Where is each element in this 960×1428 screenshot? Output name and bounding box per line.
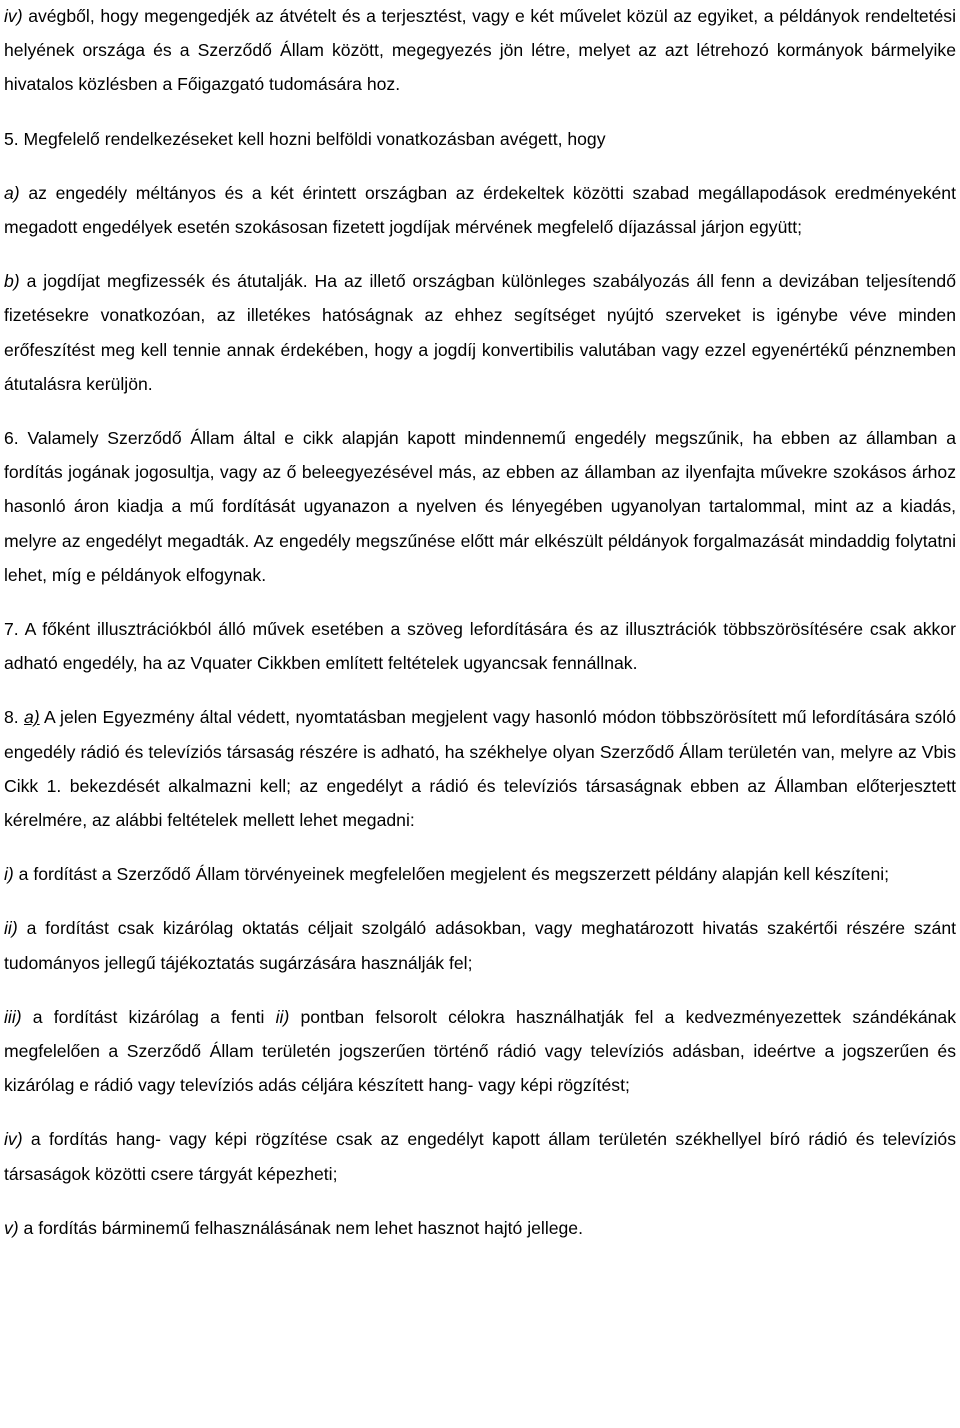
item-label: a) [23,707,40,728]
paragraph-iv-intro [4,0,956,102]
paragraph-text: a fordítást a Szerződő Állam törvényeinek megfelelően megjelent és megszerzett példány alapján kell készíteni; [13,864,890,885]
paragraph-text: az engedély méltányos és a két érintett országban az érdekeltek közötti szabad megállapodások eredményeként megadott engedélyek esetén szokásosan fizetett jogdíjak mérvének megfelelő díjazással járjon együtt; [4,182,956,238]
paragraph-text: 7. A főként illusztrációkból álló művek esetében a szöveg lefordítására és az illusztrációk többszörösítésére csak akkor adható engedély, ha az Vquater Cikkben említett feltételek ugyancsak fennállnak. [4,619,956,674]
item-label: iv) [4,6,23,26]
paragraph-text: avégből, hogy megengedjék az átvételt és a terjesztést, vagy e két művelet közül az egyiket, a példányok rendeltetési helyének országa és a Szerződő Állam között, megegyezés jön létre, melyet az azt létrehozó kormányok bármelyike hivatalos közlésben a Főigazgató tudomására hoz. [4,6,956,95]
paragraph-8iii [4,1000,956,1103]
paragraph-8v [4,1211,956,1245]
paragraph-7 [4,612,956,680]
item-label: a) [4,182,20,203]
paragraph-text: a fordítást csak kizárólag oktatás céljait szolgáló adásokban, vagy meghatározott hivatás szakértői részére szánt tudományos jellegű tájékoztatás sugárzására használják fel; [4,918,956,973]
paragraph-text: A jelen Egyezmény által védett, nyomtatásban megjelent vagy hasonló módon többszörösített mű lefordítására szóló engedély rádió és televíziós társaság részére is adható, ha székhelye olyan Szerződő Állam területén van, melyre az Vbis Cikk 1. bekezdését alkalmazni kell; az engedélyt a rádió és televíziós társaságnak ebben az Államban előterjesztett kérelmére, az alábbi feltételek mellett lehet megadni: [4,707,956,831]
paragraph-text: Ha az illető országban különleges szabályozás áll fenn a devizában teljesítendő fizetésekre vonatkozóan, az illetékes hatóságnak az ehhez segítséget nyújtó szerveket is igénybe véve minden erőfeszítést meg kell tennie annak érdekében, hogy a jogdíj konvertibilis valutában vagy ezzel egyenértékű pénznemben átutalásra kerüljön. [4,271,956,394]
paragraph-text: a fordítást kizárólag a fenti [21,1006,276,1027]
paragraph-text: a fordítás bárminemű felhasználásának nem lehet hasznot hajtó jellege. [18,1217,583,1238]
paragraph-5 [4,122,956,156]
paragraph-text: pontban felsorolt célokra használhatják fel a kedvezményezettek szándékának megfelelően a Szerződő Állam területén jogszerűen történő rádió vagy televíziós adásban, ideértve a jogszerűen és kizárólag e rádió vagy televíziós adás céljára készített hang- vagy képi rögzítést; [4,1006,956,1096]
paragraph-8iv [4,1122,956,1190]
item-label: i) [4,864,14,885]
paragraph-5a [4,176,956,244]
paragraph-5b [4,264,956,401]
item-label: ii) [4,918,18,939]
paragraph-text: 6. Valamely Szerződő Állam által e cikk alapján kapott mindennemű engedély megszűnik, ha ebben az államban a fordítás jogának jogosultja, vagy az ő beleegyezésével más, az ebben az államban az ilyenfajta művekre szokásos árhoz hasonló áron kiadja a mű fordítását ugyanazon a nyelven és lényegében ugyanolyan tartalommal, mint az a kiadás, melyre az engedélyt megadták. Az engedély megszűnése előtt már elkészült példányok forgalmazását mindaddig folytatni lehet, míg e példányok elfogynak. [4,428,956,585]
item-label: iv) [4,1129,23,1150]
paragraph-8ii [4,911,956,979]
paragraph-number: 8. [4,707,24,728]
paragraph-8a [4,700,956,837]
item-label: b) [4,271,20,292]
paragraph-text: 5. Megfelelő rendelkezéseket kell hozni belföldi vonatkozásban avégett, hogy [4,128,606,149]
document-page [4,0,956,1245]
paragraph-text: a fordítás hang- vagy képi rögzítése csak az engedélyt kapott állam területén székhellyel bíró rádió és televíziós társaságok közötti csere tárgyát képezheti; [4,1129,956,1184]
item-reference: ii) [275,1006,290,1027]
paragraph-8i [4,857,956,891]
paragraph-text: a jogdíjat megfizessék és átutalják. [19,271,308,292]
paragraph-6 [4,421,956,592]
item-label: v) [4,1217,19,1238]
item-label: iii) [4,1006,22,1027]
